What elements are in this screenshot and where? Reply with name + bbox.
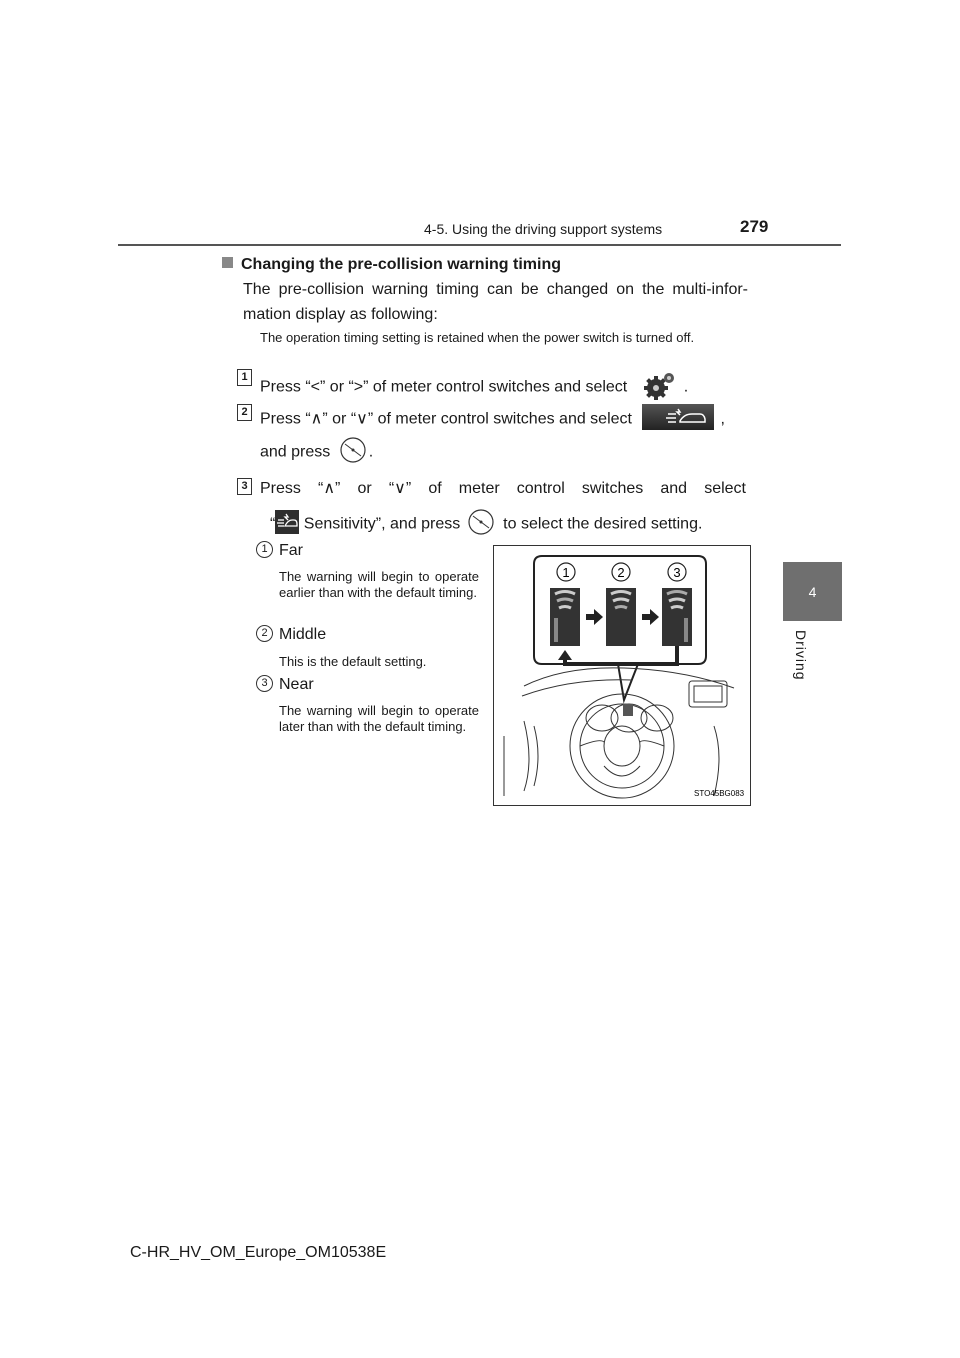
- step-1-pre: Press “<” or “>” of meter control switches and select: [260, 378, 628, 396]
- step-number: 2: [237, 404, 252, 421]
- fig-label-2: 2: [617, 565, 625, 580]
- item-title-far: Far: [279, 542, 303, 559]
- step-number: 3: [237, 478, 252, 495]
- step-number: 1: [237, 369, 252, 386]
- steering-wheel-illustration: [494, 546, 750, 805]
- document-id: C-HR_HV_OM_Europe_OM10538E: [130, 1244, 387, 1261]
- enter-button-icon: [339, 436, 369, 469]
- pre-collision-icon: [275, 510, 299, 539]
- step-2-line2-pre: and press: [260, 443, 331, 461]
- figure-code: STO45BG083: [694, 789, 745, 798]
- page-number: 279: [740, 217, 769, 236]
- chapter-number: 4: [808, 583, 817, 600]
- meter-screen: [623, 704, 633, 716]
- step-1-text: [260, 370, 688, 405]
- step-3-mid: Sensitivity”, and press: [299, 515, 461, 533]
- section-title: 4-5. Using the driving support systems: [424, 221, 663, 237]
- step-2-line2: [260, 436, 373, 469]
- step-2-text: [260, 404, 750, 435]
- step-3-post: to select the desired setting.: [498, 515, 703, 533]
- bullet-square-icon: [222, 257, 233, 268]
- step-2-post: ,: [720, 410, 725, 428]
- item-number: 2: [256, 625, 273, 642]
- sensitivity-screens: [550, 588, 692, 646]
- item-number: 3: [256, 675, 273, 692]
- step-2-pre: Press “∧” or “∨” of meter control switches and select: [260, 410, 632, 428]
- pre-collision-icon: [642, 404, 714, 435]
- step-3-line2: [270, 508, 702, 541]
- item-number: 1: [256, 541, 273, 558]
- heading-text: Changing the pre-collision warning timing: [241, 256, 561, 273]
- item-desc-middle: This is the default setting.: [279, 654, 427, 669]
- item-title-near: Near: [279, 676, 314, 693]
- intro-paragraph: The pre-collision warning timing can be changed on the multi-infor-mation display as following:: [243, 281, 748, 323]
- chapter-tab: [783, 562, 842, 621]
- enter-button-icon: [467, 508, 497, 541]
- step-1-post: .: [683, 378, 689, 396]
- item-desc-far: The warning will begin to operate earlier than with the default timing.: [279, 569, 479, 600]
- step-3-quote-open: “: [270, 515, 276, 533]
- item-desc-near: The warning will begin to operate later than with the default timing.: [279, 703, 479, 734]
- step-3-line1: Press “∧” or “∨” of meter control switches and select: [260, 480, 746, 497]
- figure-illustration: [493, 545, 751, 806]
- gear-settings-icon: [642, 370, 678, 405]
- note-text: The operation timing setting is retained when the power switch is turned off.: [260, 330, 695, 345]
- fig-label-1: 1: [562, 565, 570, 580]
- dashboard-sketch: [504, 668, 734, 798]
- chapter-label: Driving: [793, 630, 809, 681]
- item-title-middle: Middle: [279, 626, 327, 643]
- step-2-line2-post: .: [368, 443, 374, 461]
- subsection-heading: [222, 256, 561, 274]
- header-divider: [118, 244, 841, 246]
- fig-label-3: 3: [673, 565, 681, 580]
